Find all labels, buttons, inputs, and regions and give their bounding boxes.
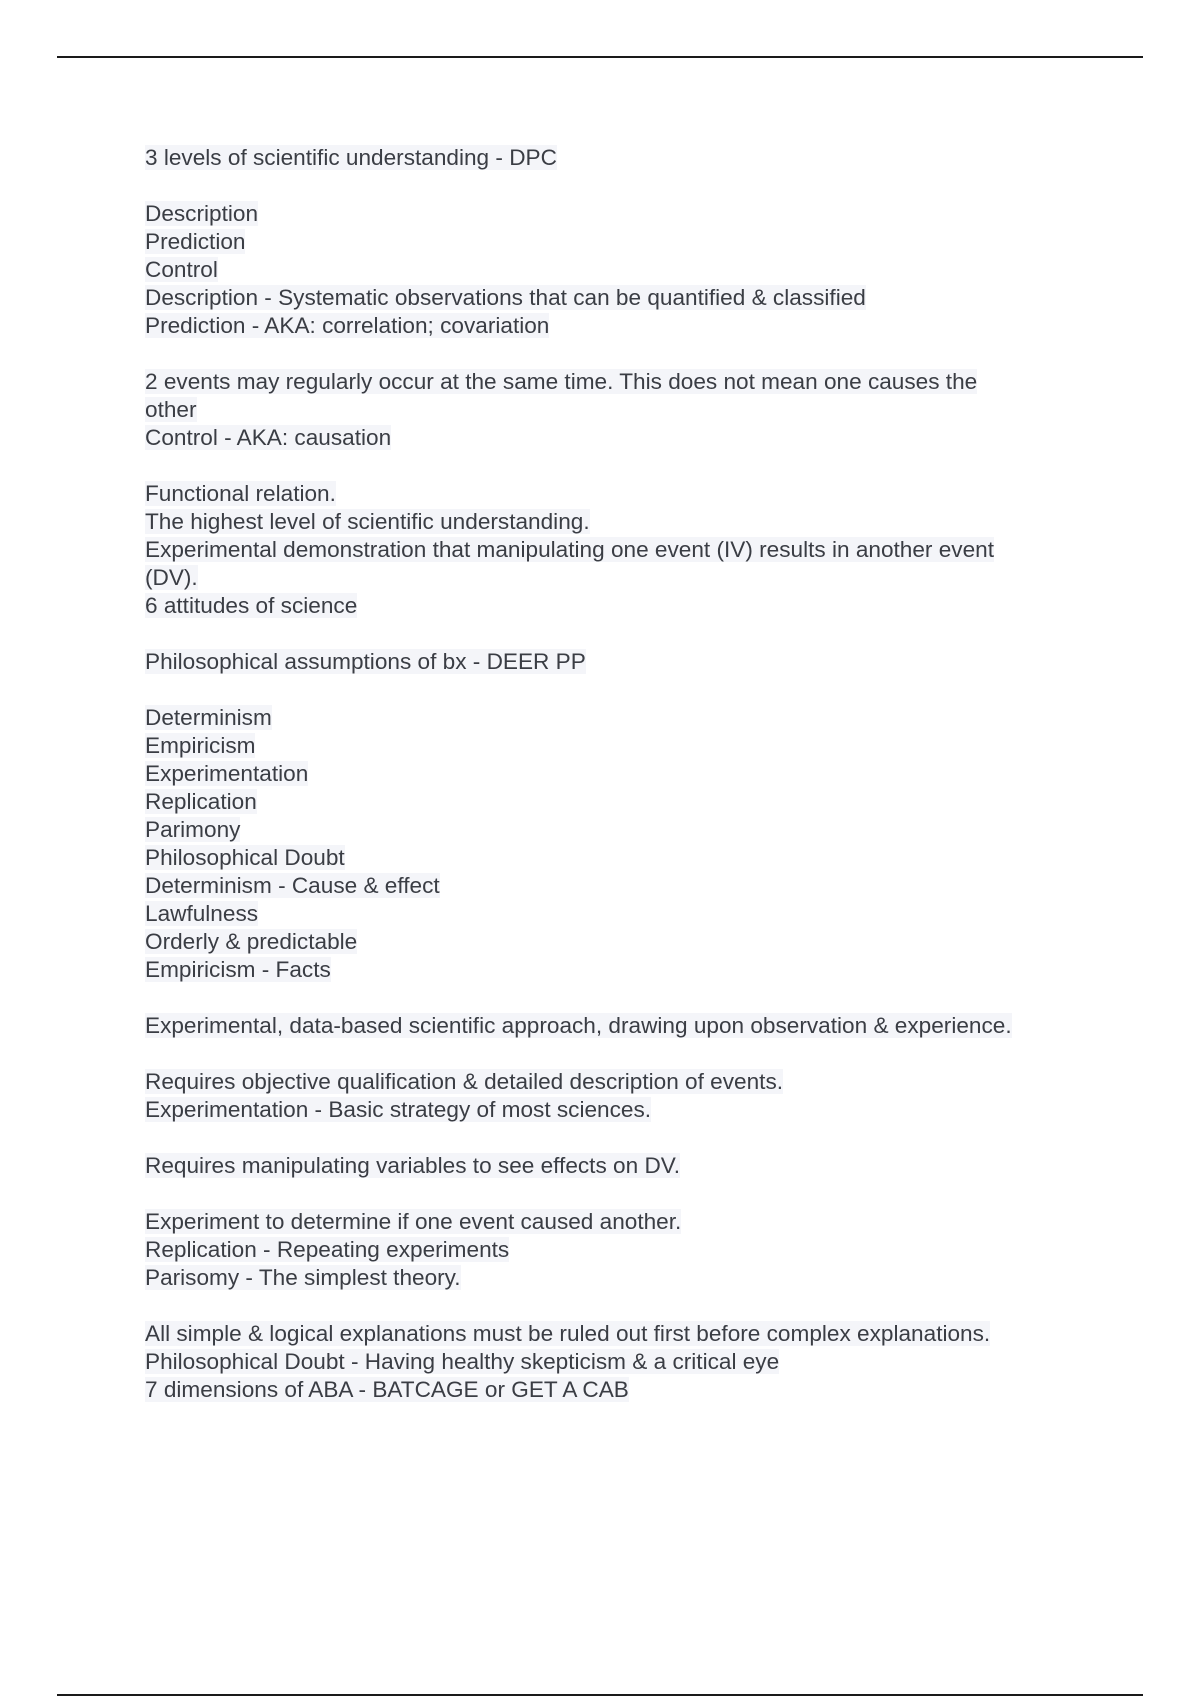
paragraph-gap (145, 452, 1075, 480)
line-text: Experimentation - Basic strategy of most sciences. (145, 1097, 652, 1122)
line-text: Requires manipulating variables to see effects on DV. (145, 1153, 681, 1178)
line-text: Requires objective qualification & detailed description of events. (145, 1069, 784, 1094)
text-line (145, 480, 1075, 508)
line-text: other (145, 397, 197, 422)
line-text: Prediction (145, 229, 246, 254)
header-rule (57, 56, 1143, 58)
text-line (145, 1152, 1075, 1180)
text-line (145, 228, 1075, 256)
line-text: Parimony (145, 817, 241, 842)
paragraph-gap (145, 1124, 1075, 1152)
text-line (145, 396, 1075, 424)
text-line (145, 900, 1075, 928)
text-line (145, 1012, 1075, 1040)
text-line (145, 592, 1075, 620)
line-text: Control (145, 257, 218, 282)
line-text: Experimental, data-based scientific approach, drawing upon observation & experience. (145, 1013, 1012, 1038)
line-text: Control - AKA: causation (145, 425, 392, 450)
text-line (145, 1068, 1075, 1096)
text-line (145, 424, 1075, 452)
document-body (145, 144, 1075, 1404)
line-text: Empiricism (145, 733, 256, 758)
line-text: (DV). (145, 565, 198, 590)
text-line (145, 732, 1075, 760)
text-line (145, 256, 1075, 284)
line-text: Replication (145, 789, 257, 814)
line-text: Lawfulness (145, 901, 259, 926)
line-text: 3 levels of scientific understanding - DPC (145, 145, 557, 170)
text-line (145, 844, 1075, 872)
text-line (145, 200, 1075, 228)
paragraph-gap (145, 172, 1075, 200)
text-line (145, 1208, 1075, 1236)
text-line (145, 144, 1075, 172)
text-line (145, 872, 1075, 900)
line-text: Philosophical assumptions of bx - DEER PP (145, 649, 586, 674)
line-text: Experimentation (145, 761, 309, 786)
paragraph-gap (145, 340, 1075, 368)
text-line (145, 368, 1075, 396)
text-line (145, 312, 1075, 340)
paragraph-gap (145, 1292, 1075, 1320)
text-line (145, 508, 1075, 536)
line-text: 6 attitudes of science (145, 593, 358, 618)
text-line (145, 1096, 1075, 1124)
text-line (145, 760, 1075, 788)
paragraph-gap (145, 1180, 1075, 1208)
line-text: Parisomy - The simplest theory. (145, 1265, 461, 1290)
text-line (145, 1236, 1075, 1264)
paragraph-gap (145, 1040, 1075, 1068)
line-text: Empiricism - Facts (145, 957, 331, 982)
line-text: Replication - Repeating experiments (145, 1237, 510, 1262)
text-line (145, 1264, 1075, 1292)
line-text: Prediction - AKA: correlation; covariation (145, 313, 550, 338)
line-text: Orderly & predictable (145, 929, 358, 954)
line-text: Determinism (145, 705, 272, 730)
paragraph-gap (145, 620, 1075, 648)
text-line (145, 536, 1075, 564)
footer-rule (57, 1694, 1143, 1696)
line-text: Philosophical Doubt - Having healthy skepticism & a critical eye (145, 1349, 780, 1374)
text-line (145, 1320, 1075, 1348)
text-line (145, 564, 1075, 592)
line-text: Experimental demonstration that manipulating one event (IV) results in another event (145, 537, 994, 562)
paragraph-gap (145, 676, 1075, 704)
text-line (145, 648, 1075, 676)
line-text: Description (145, 201, 259, 226)
text-line (145, 928, 1075, 956)
paragraph-gap (145, 984, 1075, 1012)
line-text: All simple & logical explanations must be ruled out first before complex explanations. (145, 1321, 991, 1346)
text-line (145, 956, 1075, 984)
line-text: 2 events may regularly occur at the same time. This does not mean one causes the (145, 369, 978, 394)
text-line (145, 1348, 1075, 1376)
line-text: Functional relation. (145, 481, 336, 506)
text-line (145, 816, 1075, 844)
text-line (145, 788, 1075, 816)
line-text: Philosophical Doubt (145, 845, 345, 870)
line-text: The highest level of scientific understanding. (145, 509, 590, 534)
text-line (145, 1376, 1075, 1404)
line-text: 7 dimensions of ABA - BATCAGE or GET A CAB (145, 1377, 629, 1402)
line-text: Description - Systematic observations that can be quantified & classified (145, 285, 866, 310)
text-line (145, 704, 1075, 732)
text-line (145, 284, 1075, 312)
line-text: Determinism - Cause & effect (145, 873, 440, 898)
line-text: Experiment to determine if one event caused another. (145, 1209, 682, 1234)
